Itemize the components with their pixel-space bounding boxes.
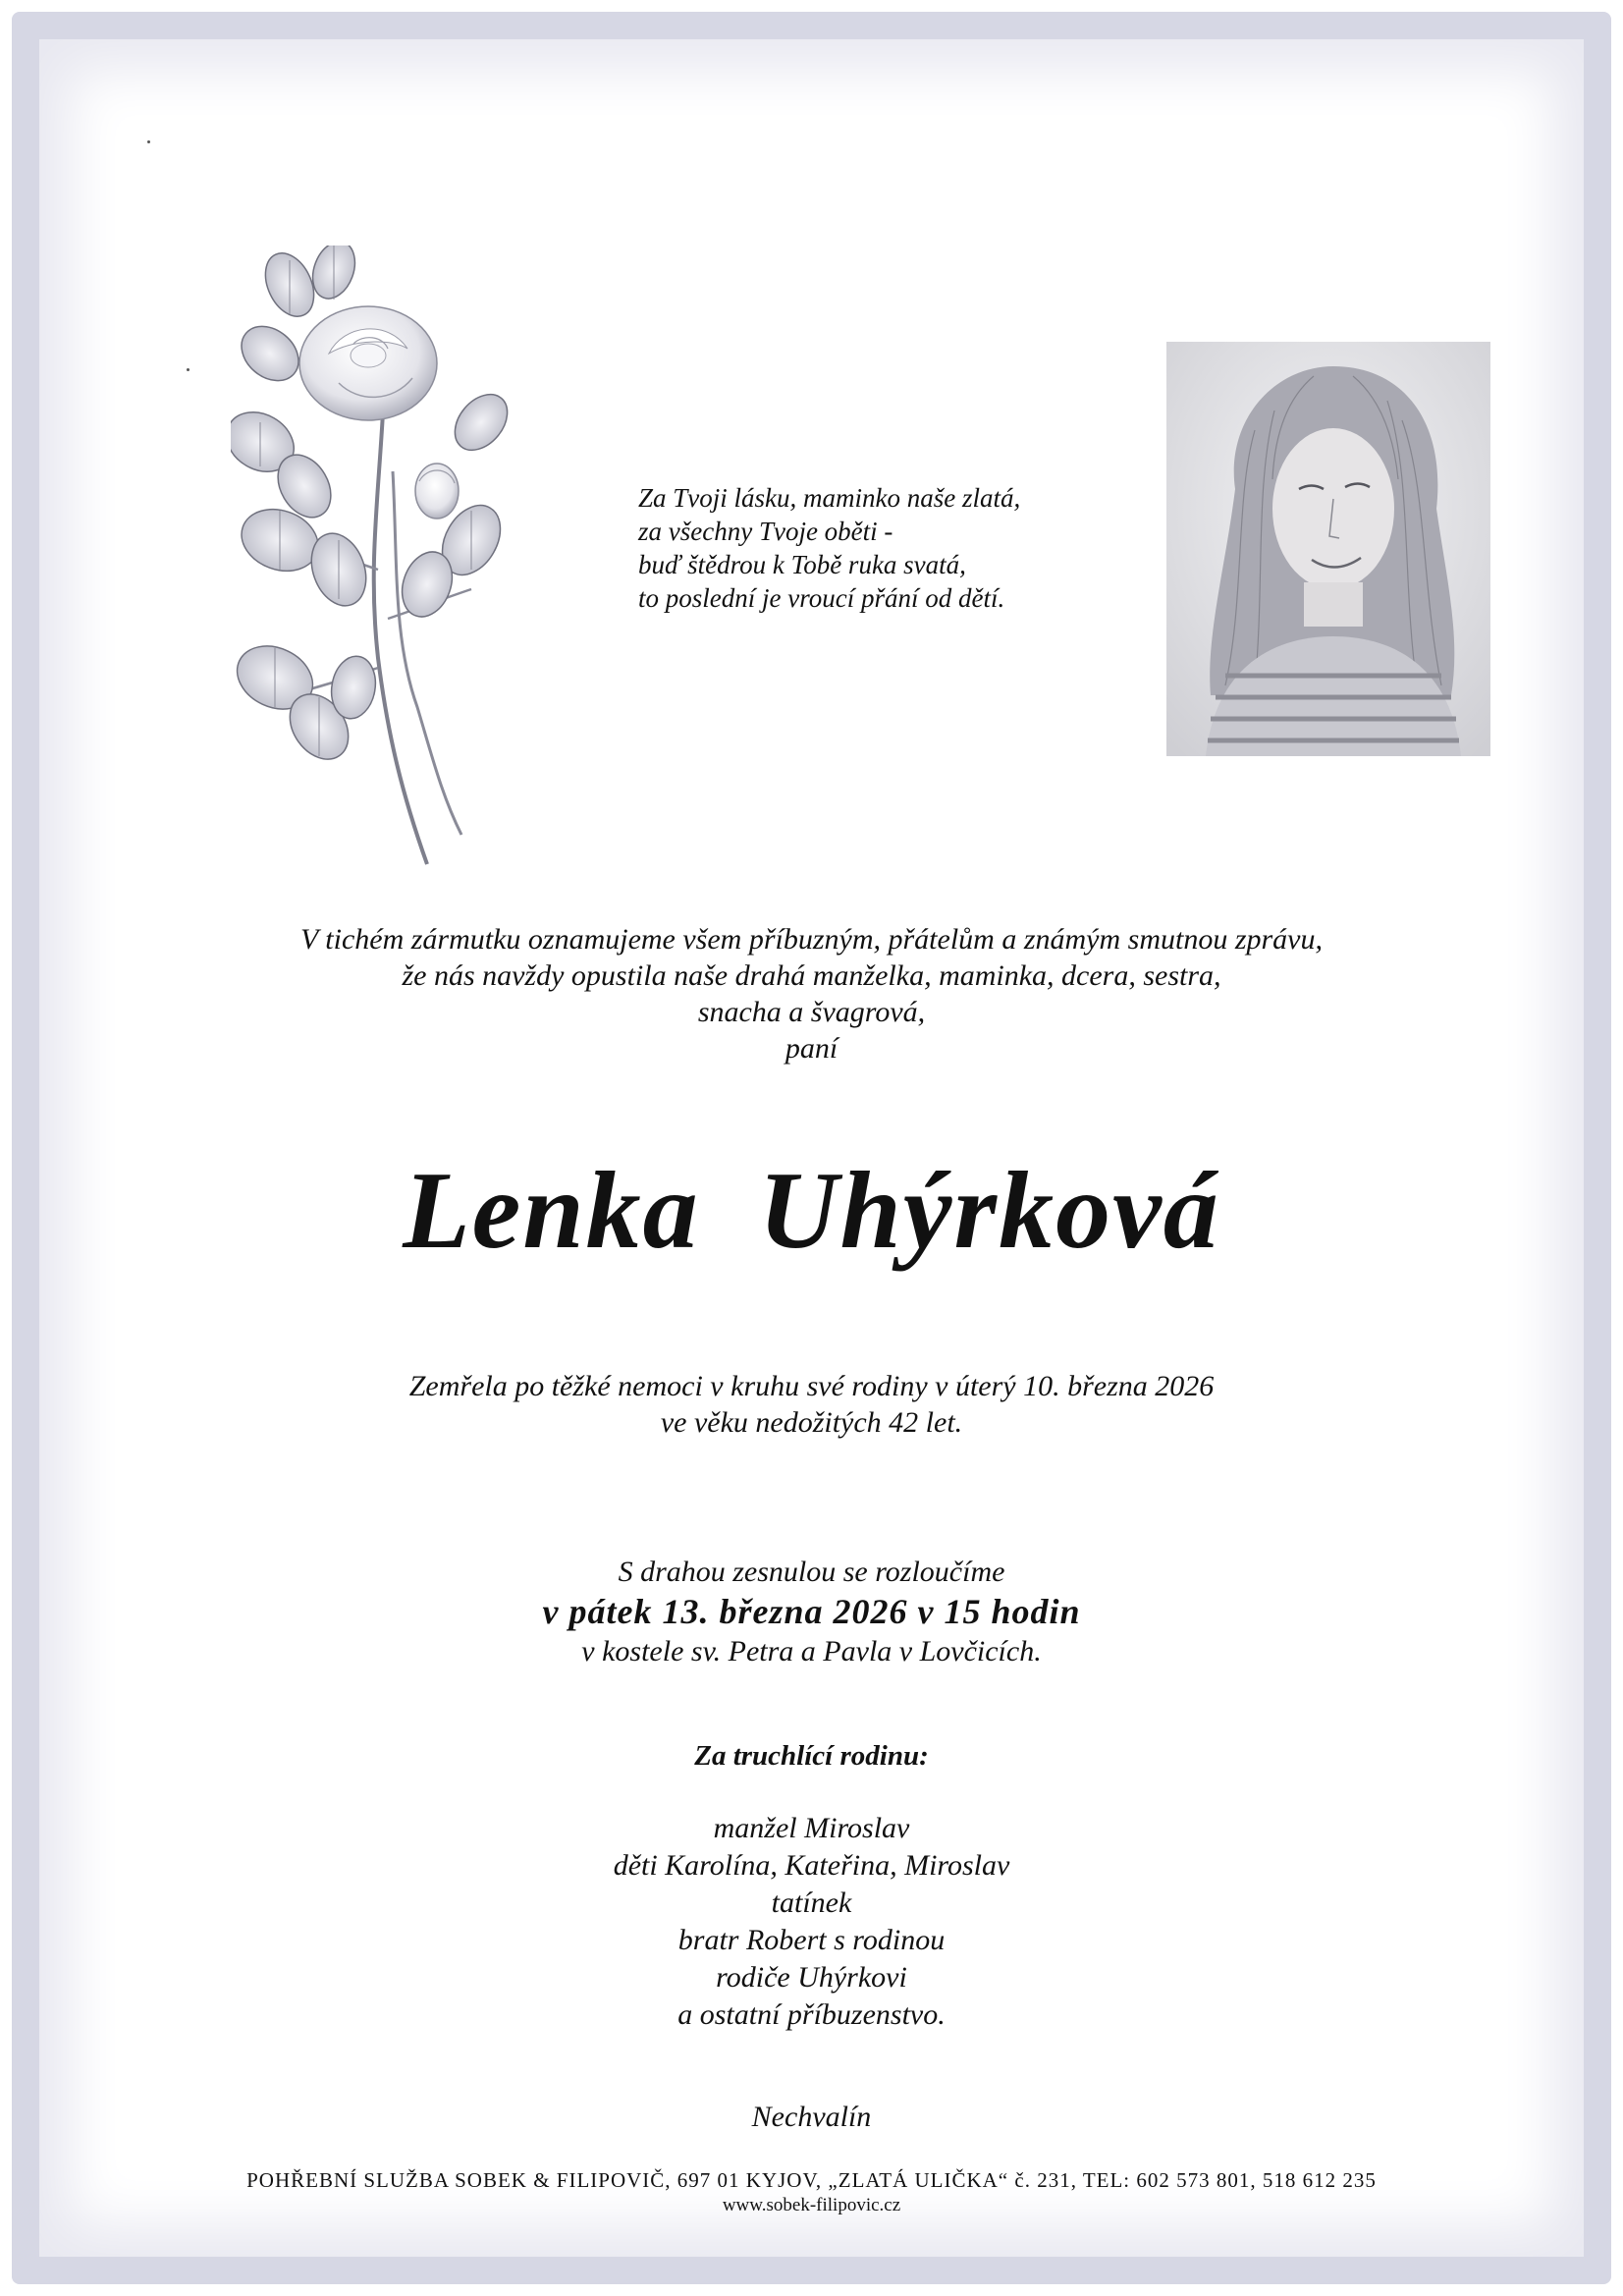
family-list [0, 1810, 1623, 2034]
death-info-line: Zemřela po těžké nemoci v kruhu své rodiny v úterý 10. března 2026 [408, 1370, 1215, 1402]
deceased-name: Lenka Uhýrková [403, 1150, 1220, 1272]
poem-line: Za Tvoji lásku, maminko naše zlatá, [638, 483, 1021, 513]
funeral-service-website: www.sobek-filipovic.cz [722, 2195, 901, 2215]
paper-speck [187, 368, 189, 371]
family-member: tatínek [771, 1886, 852, 1919]
village-name [0, 2099, 1623, 2135]
paper-speck [147, 140, 150, 143]
funeral-service-company: POHŘEBNÍ SLUŽBA SOBEK & FILIPOVIČ, 697 01 KYJOV, „ZLATÁ ULIČKA“ č. 231, TEL: 602 573 801, 518 612 235 [246, 2168, 1377, 2192]
funeral-service-footer [0, 2167, 1623, 2218]
announcement-line: snacha a švagrová, [697, 996, 926, 1028]
death-info [0, 1368, 1623, 1441]
ceremony-intro: S drahou zesnulou se rozloučíme [618, 1556, 1005, 1588]
family-member: a ostatní příbuzenstvo. [677, 1998, 946, 2031]
announcement-line: že nás navždy opustila naše drahá manželka, maminka, dcera, sestra, [402, 959, 1221, 992]
family-member: děti Karolína, Kateřina, Miroslav [613, 1849, 1010, 1882]
announcement-line: paní [784, 1032, 839, 1065]
announcement-line: V tichém zármutku oznamujeme všem příbuzným, přátelům a známým smutnou zprávu, [299, 923, 1323, 956]
ceremony-info [0, 1554, 1623, 1669]
family-member: bratr Robert s rodinou [677, 1924, 946, 1956]
rose-illustration [231, 246, 525, 884]
memorial-poem [638, 481, 1109, 615]
poem-line: za všechny Tvoje oběti - [638, 517, 893, 546]
ceremony-datetime: v pátek 13. března 2026 v 15 hodin [542, 1592, 1081, 1631]
poem-line: buď štědrou k Tobě ruka svatá, [638, 550, 966, 579]
death-info-line: ve věku nedožitých 42 let. [660, 1406, 963, 1439]
family-member: manžel Miroslav [713, 1812, 910, 1844]
village-label: Nechvalín [751, 2101, 872, 2133]
portrait-drawing [1166, 342, 1490, 756]
announcement [0, 921, 1623, 1066]
family-member: rodiče Uhýrkovi [716, 1961, 907, 1994]
ceremony-place: v kostele sv. Petra a Pavla v Lovčicích. [581, 1635, 1042, 1667]
poem-line: to poslední je vroucí přání od dětí. [638, 583, 1005, 613]
family-heading: Za truchlící rodinu: [694, 1740, 929, 1772]
